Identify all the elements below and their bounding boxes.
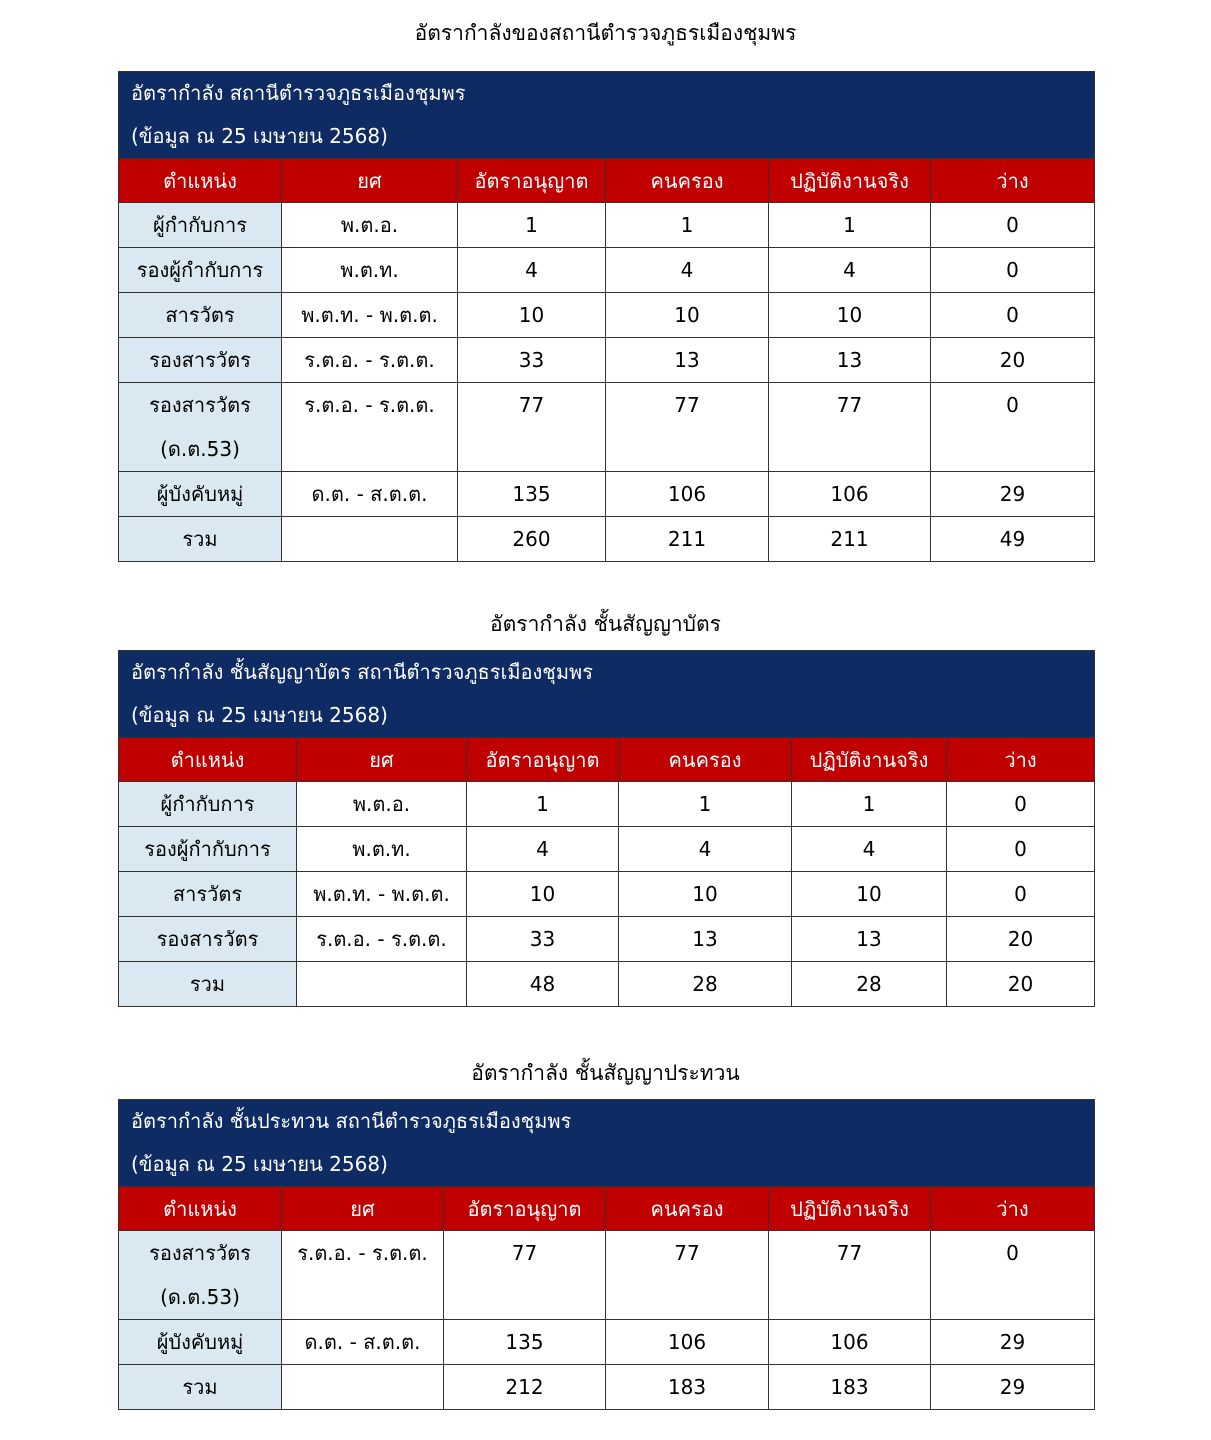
cell-rank: ร.ต.อ. - ร.ต.ต. xyxy=(282,1231,444,1320)
cell-vacant: 0 xyxy=(947,782,1095,827)
table-row xyxy=(119,472,1095,517)
cell-occupied: 4 xyxy=(619,827,792,872)
cell-rank: พ.ต.ท. xyxy=(297,827,467,872)
table-row xyxy=(119,383,1095,472)
position-line-2: (ด.ต.53) xyxy=(160,437,240,461)
cell-occupied: 1 xyxy=(606,203,769,248)
table-row xyxy=(119,1231,1095,1320)
cell-rank: พ.ต.ท. xyxy=(282,248,458,293)
cell-occupied: 1 xyxy=(619,782,792,827)
cell-position: ผู้กำกับการ xyxy=(119,203,282,248)
table-row xyxy=(119,872,1095,917)
cell-allowed: 135 xyxy=(458,472,606,517)
table-row xyxy=(119,203,1095,248)
cell-position: รองสารวัตร xyxy=(119,338,282,383)
position-line-1: รองสารวัตร xyxy=(149,393,251,417)
cell-vacant: 20 xyxy=(947,962,1095,1007)
cell-working: 13 xyxy=(769,338,931,383)
cell-rank: พ.ต.ท. - พ.ต.ต. xyxy=(297,872,467,917)
header-vacant: ว่าง xyxy=(947,738,1095,782)
cell-position: รวม xyxy=(119,962,297,1007)
cell-occupied: 10 xyxy=(606,293,769,338)
table-row xyxy=(119,1320,1095,1365)
table-row xyxy=(119,782,1095,827)
cell-vacant: 29 xyxy=(931,472,1095,517)
table-caption xyxy=(119,651,1095,738)
table-row xyxy=(119,293,1095,338)
cell-rank: ร.ต.อ. - ร.ต.ต. xyxy=(297,917,467,962)
cell-occupied: 183 xyxy=(606,1365,769,1410)
table-row xyxy=(119,248,1095,293)
cell-vacant: 0 xyxy=(947,872,1095,917)
cell-rank: พ.ต.อ. xyxy=(282,203,458,248)
cell-working: 13 xyxy=(792,917,947,962)
cell-working: 77 xyxy=(769,383,931,472)
cell-working: 4 xyxy=(769,248,931,293)
cell-position: รวม xyxy=(119,1365,282,1410)
header-occupied: คนครอง xyxy=(619,738,792,782)
cell-occupied: 28 xyxy=(619,962,792,1007)
staffing-table-noncommissioned xyxy=(118,1099,1095,1410)
cell-allowed: 1 xyxy=(467,782,619,827)
header-position: ตำแหน่ง xyxy=(119,1187,282,1231)
cell-working: 1 xyxy=(769,203,931,248)
cell-allowed: 212 xyxy=(444,1365,606,1410)
cell-allowed: 4 xyxy=(467,827,619,872)
header-allowed: อัตราอนุญาต xyxy=(467,738,619,782)
cell-position xyxy=(119,1231,282,1320)
cell-rank: พ.ต.ท. - พ.ต.ต. xyxy=(282,293,458,338)
cell-rank: พ.ต.อ. xyxy=(297,782,467,827)
header-vacant: ว่าง xyxy=(931,159,1095,203)
cell-allowed: 10 xyxy=(458,293,606,338)
cell-working: 106 xyxy=(769,1320,931,1365)
cell-allowed: 77 xyxy=(458,383,606,472)
cell-occupied: 211 xyxy=(606,517,769,562)
table-row xyxy=(119,338,1095,383)
cell-working: 1 xyxy=(792,782,947,827)
total-row xyxy=(119,517,1095,562)
cell-occupied: 10 xyxy=(619,872,792,917)
header-vacant: ว่าง xyxy=(931,1187,1095,1231)
header-occupied: คนครอง xyxy=(606,1187,769,1231)
position-line-1: รองสารวัตร xyxy=(149,1241,251,1265)
cell-allowed: 48 xyxy=(467,962,619,1007)
cell-occupied: 106 xyxy=(606,472,769,517)
cell-working: 10 xyxy=(769,293,931,338)
caption-title: อัตรากำลัง ชั้นประทวน สถานีตำรวจภูธรเมืองชุมพร xyxy=(131,1109,572,1133)
cell-working: 183 xyxy=(769,1365,931,1410)
cell-working: 10 xyxy=(792,872,947,917)
cell-allowed: 33 xyxy=(467,917,619,962)
cell-rank xyxy=(297,962,467,1007)
cell-position: รวม xyxy=(119,517,282,562)
cell-allowed: 33 xyxy=(458,338,606,383)
cell-allowed: 4 xyxy=(458,248,606,293)
header-position: ตำแหน่ง xyxy=(119,159,282,203)
cell-working: 106 xyxy=(769,472,931,517)
cell-rank: ด.ต. - ส.ต.ต. xyxy=(282,472,458,517)
cell-position: ผู้บังคับหมู่ xyxy=(119,1320,282,1365)
cell-working: 211 xyxy=(769,517,931,562)
caption-title: อัตรากำลัง สถานีตำรวจภูธรเมืองชุมพร xyxy=(131,81,466,105)
cell-occupied: 13 xyxy=(619,917,792,962)
cell-vacant: 0 xyxy=(931,293,1095,338)
cell-occupied: 77 xyxy=(606,383,769,472)
caption-date: (ข้อมูล ณ 25 เมษายน 2568) xyxy=(131,1152,388,1176)
total-row xyxy=(119,1365,1095,1410)
caption-title: อัตรากำลัง ชั้นสัญญาบัตร สถานีตำรวจภูธรเมืองชุมพร xyxy=(131,660,593,684)
cell-rank: ร.ต.อ. - ร.ต.ต. xyxy=(282,338,458,383)
cell-position: ผู้กำกับการ xyxy=(119,782,297,827)
cell-position: ผู้บังคับหมู่ xyxy=(119,472,282,517)
header-position: ตำแหน่ง xyxy=(119,738,297,782)
total-row xyxy=(119,962,1095,1007)
header-allowed: อัตราอนุญาต xyxy=(458,159,606,203)
table-row xyxy=(119,917,1095,962)
cell-occupied: 77 xyxy=(606,1231,769,1320)
cell-working: 77 xyxy=(769,1231,931,1320)
cell-vacant: 20 xyxy=(931,338,1095,383)
cell-allowed: 10 xyxy=(467,872,619,917)
cell-position: รองผู้กำกับการ xyxy=(119,248,282,293)
cell-vacant: 29 xyxy=(931,1365,1095,1410)
cell-vacant: 0 xyxy=(931,1231,1095,1320)
cell-vacant: 0 xyxy=(931,383,1095,472)
cell-occupied: 106 xyxy=(606,1320,769,1365)
cell-vacant: 29 xyxy=(931,1320,1095,1365)
staffing-table-station xyxy=(118,71,1095,562)
header-rank: ยศ xyxy=(297,738,467,782)
cell-working: 4 xyxy=(792,827,947,872)
header-allowed: อัตราอนุญาต xyxy=(444,1187,606,1231)
position-line-2: (ด.ต.53) xyxy=(160,1285,240,1309)
staffing-table-commissioned xyxy=(118,650,1095,1007)
cell-position xyxy=(119,383,282,472)
section-title-1: อัตรากำลังของสถานีตำรวจภูธรเมืองชุมพร xyxy=(414,21,797,45)
cell-vacant: 0 xyxy=(931,203,1095,248)
cell-rank xyxy=(282,1365,444,1410)
header-occupied: คนครอง xyxy=(606,159,769,203)
cell-rank xyxy=(282,517,458,562)
cell-allowed: 1 xyxy=(458,203,606,248)
section-title-2: อัตรากำลัง ชั้นสัญญาบัตร xyxy=(490,612,721,636)
header-working: ปฏิบัติงานจริง xyxy=(792,738,947,782)
section-title-3: อัตรากำลัง ชั้นสัญญาประทวน xyxy=(471,1061,740,1085)
header-working: ปฏิบัติงานจริง xyxy=(769,1187,931,1231)
cell-position: สารวัตร xyxy=(119,293,282,338)
cell-vacant: 20 xyxy=(947,917,1095,962)
cell-vacant: 49 xyxy=(931,517,1095,562)
table-caption xyxy=(119,1100,1095,1187)
cell-position: สารวัตร xyxy=(119,872,297,917)
cell-working: 28 xyxy=(792,962,947,1007)
caption-date: (ข้อมูล ณ 25 เมษายน 2568) xyxy=(131,703,388,727)
table-row xyxy=(119,827,1095,872)
caption-date: (ข้อมูล ณ 25 เมษายน 2568) xyxy=(131,124,388,148)
cell-allowed: 135 xyxy=(444,1320,606,1365)
header-rank: ยศ xyxy=(282,159,458,203)
cell-allowed: 77 xyxy=(444,1231,606,1320)
cell-vacant: 0 xyxy=(931,248,1095,293)
cell-rank: ร.ต.อ. - ร.ต.ต. xyxy=(282,383,458,472)
cell-allowed: 260 xyxy=(458,517,606,562)
cell-vacant: 0 xyxy=(947,827,1095,872)
cell-position: รองผู้กำกับการ xyxy=(119,827,297,872)
cell-occupied: 13 xyxy=(606,338,769,383)
header-working: ปฏิบัติงานจริง xyxy=(769,159,931,203)
header-rank: ยศ xyxy=(282,1187,444,1231)
cell-occupied: 4 xyxy=(606,248,769,293)
cell-rank: ด.ต. - ส.ต.ต. xyxy=(282,1320,444,1365)
table-caption xyxy=(119,72,1095,159)
cell-position: รองสารวัตร xyxy=(119,917,297,962)
